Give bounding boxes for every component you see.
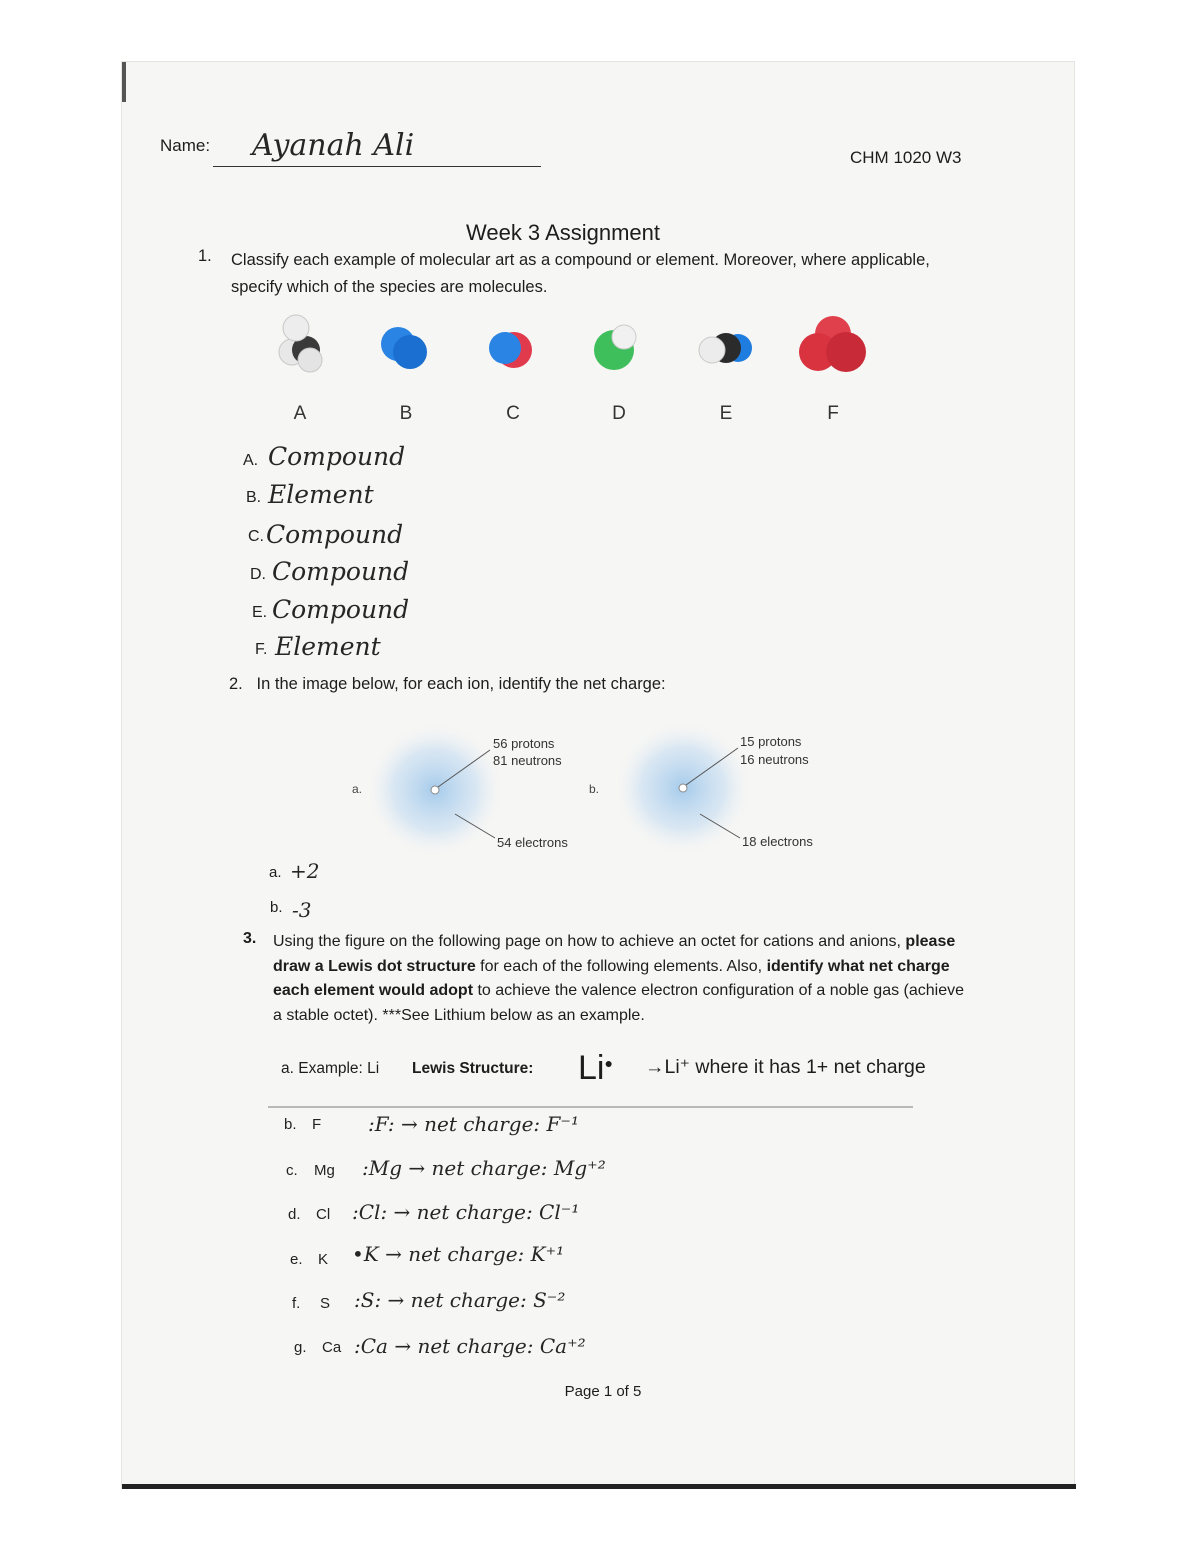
ion-b-electrons: 18 electrons: [742, 834, 813, 849]
row-f-answer: :S: → net charge: S⁻²: [354, 1288, 566, 1312]
row-d-answer: :Cl: → net charge: Cl⁻¹: [352, 1200, 580, 1224]
q3-text-part-1: Using the figure on the following page on how to achieve an octet for cations and anions,: [273, 933, 901, 950]
q3-text: [273, 930, 973, 1028]
molecule-f-image: [796, 314, 870, 376]
row-b-answer: :F: → net charge: F⁻¹: [368, 1112, 579, 1136]
q1-answer-b-letter: B.: [246, 489, 262, 506]
assignment-title: Week 3 Assignment: [465, 220, 661, 245]
q1-answer-e-letter: E.: [252, 604, 268, 621]
q2-number: 2.: [229, 675, 243, 693]
ion-a-neutrons: 81 neutrons: [493, 753, 562, 768]
q1-answer-c: Compound: [266, 520, 404, 549]
page-number: Page 1 of 5: [564, 1383, 642, 1400]
molecule-c-label: C: [506, 403, 520, 424]
student-name: Ayanah Ali: [252, 128, 415, 163]
ion-b-letter: b.: [589, 782, 600, 796]
row-c-letter: c.: [286, 1162, 298, 1179]
q2-prompt: In the image below, for each ion, identify the net charge:: [256, 675, 666, 693]
molecule-d-label: D: [612, 403, 626, 424]
name-label: Name:: [160, 136, 211, 155]
molecule-a-label: A: [293, 403, 307, 424]
molecule-c-image: [484, 324, 538, 374]
row-c-answer: :Mg → net charge: Mg⁺²: [362, 1156, 606, 1180]
q1-answer-d-letter: D.: [250, 566, 266, 583]
q2-answer-b: -3: [292, 898, 312, 922]
ion-b-neutrons: 16 neutrons: [740, 752, 809, 767]
row-c-element: Mg: [314, 1162, 335, 1179]
course-code: CHM 1020 W3: [850, 148, 962, 167]
q1-answer-c-letter: C.: [248, 528, 264, 545]
molecule-d-image: [590, 320, 644, 374]
example-label: a. Example: Li: [281, 1060, 380, 1077]
ion-a-protons: 56 protons: [493, 736, 555, 751]
molecule-e-image: [696, 324, 756, 372]
q1-answer-e: Compound: [272, 595, 410, 624]
q3-number: 3.: [243, 930, 257, 947]
q3-text-part-2: for each of the following elements. Also,: [480, 957, 763, 975]
q2-answer-a: +2: [290, 859, 320, 883]
q1-number: 1.: [198, 247, 212, 265]
row-e-element: K: [318, 1251, 329, 1268]
row-e-answer: •K → net charge: K⁺¹: [352, 1242, 565, 1266]
q1-answer-f-letter: F.: [255, 641, 268, 658]
q1-answer-a-letter: A.: [243, 452, 259, 469]
ion-b-diagram: [600, 716, 860, 856]
row-d-letter: d.: [288, 1206, 301, 1223]
row-f-element: S: [320, 1295, 331, 1312]
molecule-e-label: E: [719, 403, 733, 424]
lewis-structure-label: Lewis Structure:: [412, 1060, 534, 1077]
row-g-answer: :Ca → net charge: Ca⁺²: [354, 1334, 586, 1358]
example-result: →Li⁺ where it has 1+ net charge: [645, 1056, 926, 1078]
page-bottom-edge: [122, 1484, 1076, 1489]
row-b-letter: b.: [284, 1116, 297, 1133]
valence-dot-icon: ●: [604, 1055, 613, 1071]
row-g-letter: g.: [294, 1339, 307, 1356]
q1-answer-d: Compound: [272, 557, 410, 586]
q2-answer-b-letter: b.: [270, 899, 283, 916]
q2-text: [229, 675, 666, 694]
ion-a-electrons: 54 electrons: [497, 835, 568, 850]
ion-b-protons: 15 protons: [740, 734, 802, 749]
molecule-b-label: B: [399, 403, 413, 424]
row-d-element: Cl: [316, 1206, 331, 1223]
q1-text: Classify each example of molecular art as a compound or element. Moreover, where applicable, specify which of the species are molecules.: [231, 251, 930, 296]
q3-text-part-3: to achieve the valence electron configuration of a noble gas (achieve a stable octet). ***See Lithium below as an example.: [273, 982, 965, 1024]
q2-answer-a-letter: a.: [269, 864, 282, 881]
molecule-a-image: [270, 312, 330, 374]
molecule-f-label: F: [827, 403, 839, 424]
q3-text-bold-1: please draw a Lewis dot structure: [273, 933, 956, 975]
row-g-element: Ca: [322, 1339, 342, 1356]
example-lewis-symbol: [578, 1049, 613, 1088]
q1-answer-b: Element: [268, 480, 374, 509]
q3-text-bold-2: identify what net charge each element would adopt: [273, 957, 950, 999]
name-underline: [213, 166, 541, 167]
q1-answer-a: Compound: [268, 442, 406, 471]
q1-answer-f: Element: [275, 632, 381, 661]
molecule-b-image: [378, 322, 432, 374]
row-f-letter: f.: [292, 1295, 301, 1312]
page-edge-shadow: [122, 62, 126, 102]
ion-a-letter: a.: [352, 782, 363, 796]
example-symbol-text: Li: [578, 1049, 605, 1087]
row-b-element: F: [312, 1116, 322, 1133]
row-e-letter: e.: [290, 1251, 303, 1268]
